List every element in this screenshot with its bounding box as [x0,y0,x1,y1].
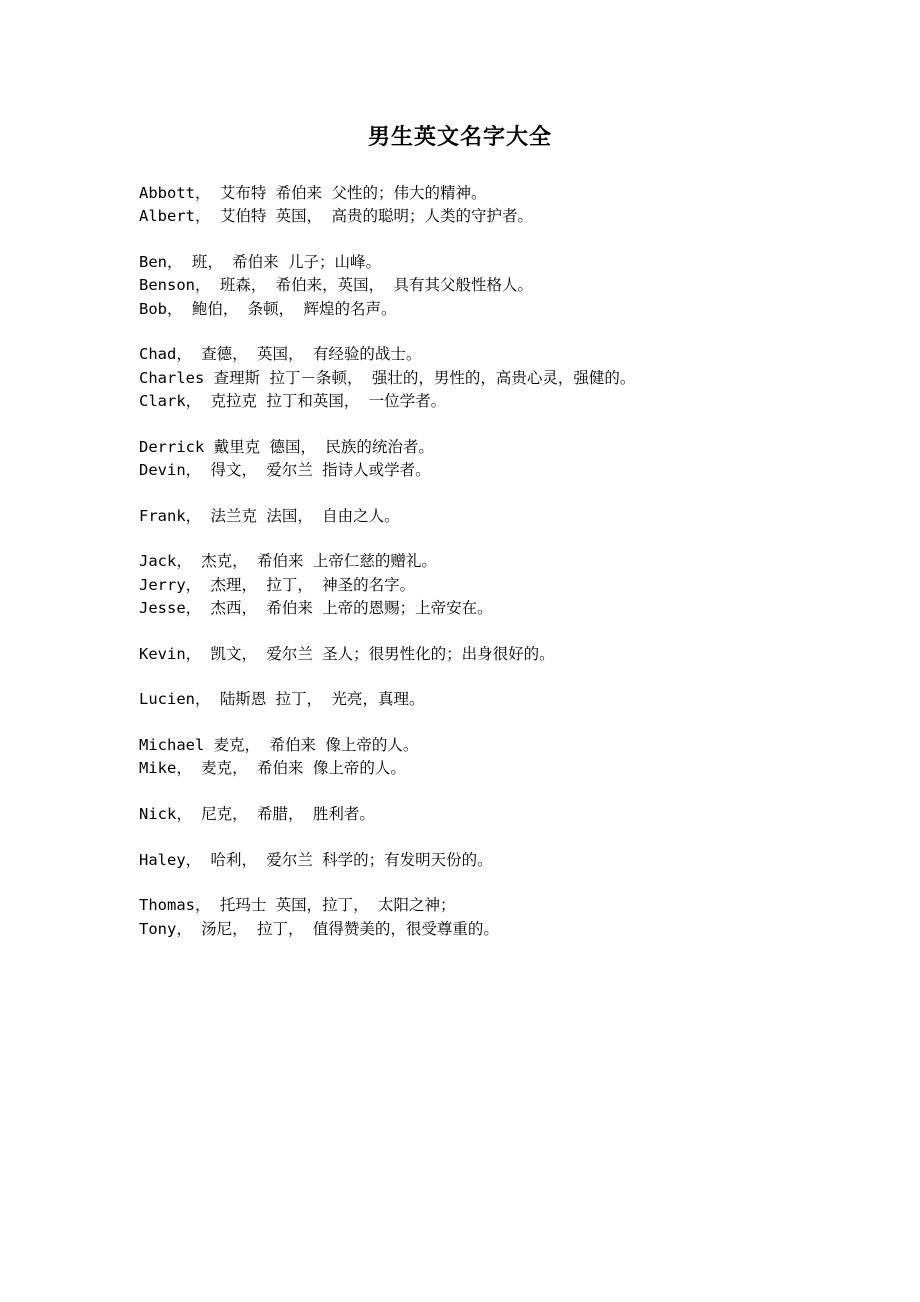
name-group-c [139,343,879,413]
name-group-n [139,803,879,826]
name-entry-devin: Devin， 得文， 爱尔兰 指诗人或学者。 [139,460,431,479]
name-entry-haley: Haley， 哈利， 爱尔兰 科学的；有发明天份的。 [139,850,493,869]
name-entry-lucien: Lucien， 陆斯恩 拉丁， 光亮，真理。 [139,690,425,709]
name-entry-abbott: Abbott， 艾布特 希伯来 父性的；伟大的精神。 [139,184,487,202]
name-group-b [139,251,879,321]
name-group-t [139,894,879,941]
name-group-h [139,849,879,872]
name-entry-charles: Charles 查理斯 拉丁－条顿， 强壮的，男性的，高贵心灵，强健的。 [139,368,636,387]
name-entry-benson: Benson， 班森， 希伯来，英国， 具有其父般性格人。 [139,276,533,295]
name-group-f [139,505,879,528]
page-title: 男生英文名字大全 [367,124,552,150]
name-entry-albert: Albert， 艾伯特 英国， 高贵的聪明；人类的守护者。 [139,207,533,226]
name-entry-kevin: Kevin， 凯文， 爱尔兰 圣人；很男性化的；出身很好的。 [139,644,555,663]
name-group-d [139,436,879,483]
name-entry-jerry: Jerry， 杰理， 拉丁， 神圣的名字。 [139,575,416,594]
name-entry-clark: Clark， 克拉克 拉丁和英国， 一位学者。 [139,391,447,410]
name-entry-nick: Nick， 尼克， 希腊， 胜利者。 [139,804,375,823]
name-group-k [139,643,879,666]
name-group-m [139,734,879,781]
name-entry-mike: Mike， 麦克， 希伯来 像上帝的人。 [139,759,406,778]
name-entry-jesse: Jesse， 杰西， 希伯来 上帝的恩赐；上帝安在。 [139,598,493,617]
name-entry-jack: Jack， 杰克， 希伯来 上帝仁慈的赠礼。 [139,552,437,571]
name-list [139,182,879,963]
name-entry-bob: Bob， 鲍伯， 条顿， 辉煌的名声。 [139,299,397,318]
name-entry-chad: Chad， 查德， 英国， 有经验的战士。 [139,345,422,364]
name-group-a [139,182,879,229]
name-entry-derrick: Derrick 戴里克 德国， 民族的统治者。 [139,437,434,456]
name-entry-thomas: Thomas， 托玛士 英国，拉丁， 太阳之神； [139,896,456,915]
name-entry-tony: Tony， 汤尼， 拉丁， 值得赞美的，很受尊重的。 [139,919,499,938]
name-group-j [139,550,879,620]
name-entry-frank: Frank， 法兰克 法国， 自由之人。 [139,506,400,525]
name-entry-ben: Ben， 班， 希伯来 儿子；山峰。 [139,252,381,271]
name-entry-michael: Michael 麦克， 希伯来 像上帝的人。 [139,735,419,754]
name-group-l [139,688,879,711]
